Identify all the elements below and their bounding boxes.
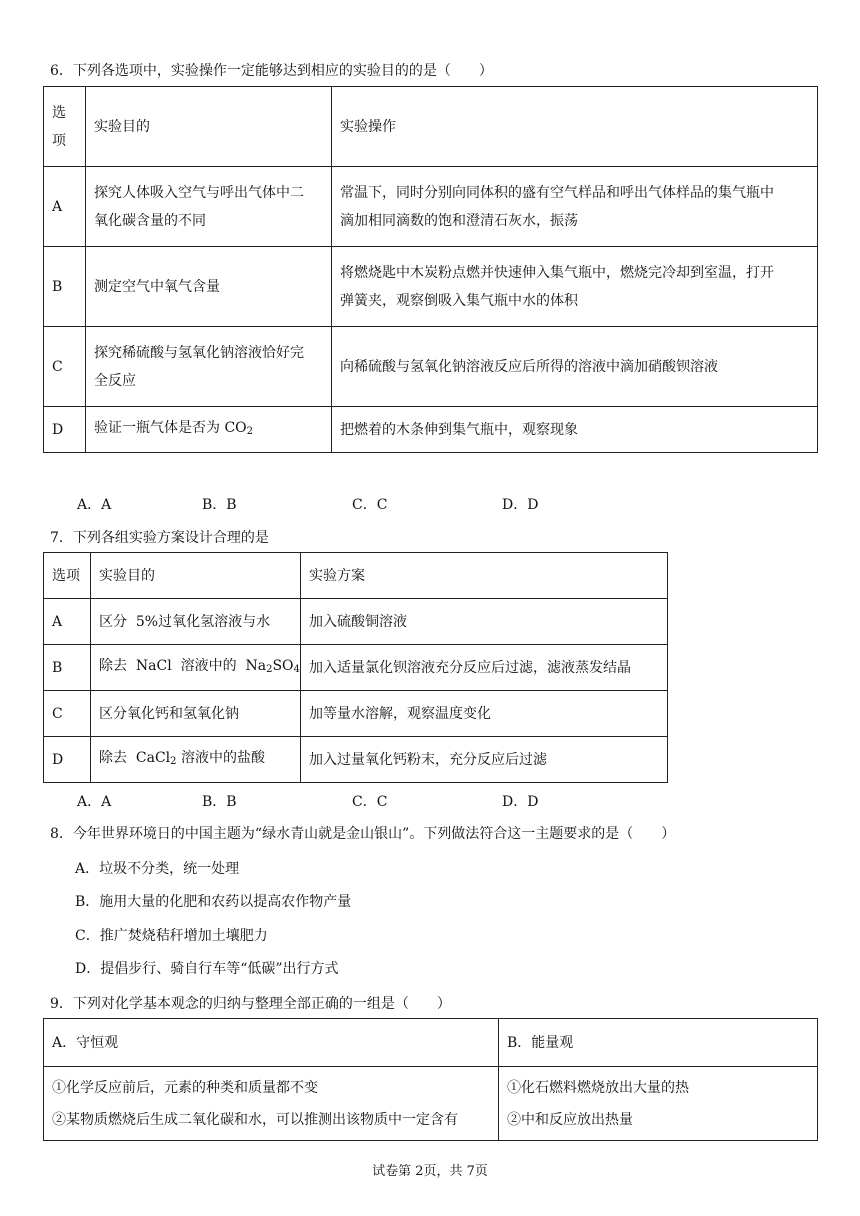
operation-line: 弹簧夹，观察倒吸入集气瓶中水的体积 [340, 292, 578, 309]
row-plan: 加入硫酸铜溶液 [301, 599, 668, 645]
table-row [44, 645, 668, 691]
goal-line: 氧化碳含量的不同 [94, 212, 206, 229]
goal-line: 全反应 [94, 372, 136, 389]
header-plan: 实验方案 [301, 553, 668, 599]
group-b-title: B．能量观 [499, 1019, 818, 1067]
row-option: D [44, 737, 91, 783]
choice-d[interactable]: D．D [502, 794, 539, 810]
question-9-stem: 9．下列对化学基本观念的归纳与整理全部正确的一组是（ ） [50, 996, 451, 1012]
goal-text: 除去 CaCl [99, 749, 171, 766]
choice-d[interactable]: D．提倡步行、骑自行车等“低碳”出行方式 [75, 961, 339, 977]
goal-text: 溶液中的盐酸 [176, 749, 265, 766]
row-operation: 向稀硫酸与氢氧化钠溶液反应后所得的溶液中滴加硝酸钡溶液 [332, 327, 818, 407]
choice-b[interactable]: B．施用大量的化肥和农药以提高农作物产量 [75, 894, 352, 910]
row-operation [332, 247, 818, 327]
row-operation [332, 167, 818, 247]
choice-d[interactable]: D．D [502, 497, 539, 513]
choice-c[interactable]: C．推广焚烧秸秆增加土壤肥力 [75, 928, 268, 944]
row-plan: 加入适量氯化钡溶液充分反应后过滤，滤液蒸发结晶 [301, 645, 668, 691]
table-row [44, 407, 818, 453]
subscript: 2 [246, 425, 254, 437]
operation-line: 常温下，同时分别向同体积的盛有空气样品和呼出气体样品的集气瓶中 [340, 184, 774, 201]
row-plan: 加等量水溶解，观察温度变化 [301, 691, 668, 737]
question-8-stem: 8．今年世界环境日的中国主题为“绿水青山就是金山银山”。下列做法符合这一主题要求的是（ ） [50, 826, 676, 842]
question-7-stem: 7．下列各组实验方案设计合理的是 [50, 530, 269, 546]
operation-line: 滴加相同滴数的饱和澄清石灰水，振荡 [340, 212, 578, 229]
choice-a[interactable]: A．A [77, 497, 112, 513]
row-option: B [44, 247, 86, 327]
goal-line: 探究人体吸入空气与呼出气体中二 [94, 184, 304, 201]
group-b-content [499, 1067, 818, 1141]
choice-c[interactable]: C．C [352, 497, 388, 513]
choice-a[interactable]: A．A [77, 794, 112, 810]
table-header-row [44, 553, 668, 599]
operation-line: 将燃烧匙中木炭粉点燃并快速伸入集气瓶中，燃烧完冷却到室温，打开 [340, 264, 774, 281]
table-row [44, 327, 818, 407]
statement-line: ②中和反应放出热量 [507, 1111, 633, 1128]
row-operation: 把燃着的木条伸到集气瓶中，观察现象 [332, 407, 818, 453]
row-option: A [44, 167, 86, 247]
row-goal: 区分氧化钙和氢氧化钠 [91, 691, 301, 737]
header-goal: 实验目的 [86, 87, 332, 167]
table-row [44, 691, 668, 737]
table-header-row [44, 87, 818, 167]
subscript: 2 [266, 663, 273, 675]
choice-c[interactable]: C．C [352, 794, 388, 810]
statement-line: ①化学反应前后，元素的种类和质量都不变 [52, 1079, 318, 1096]
table-row [44, 1067, 818, 1141]
goal-text: 除去 NaCl 溶液中的 Na [99, 657, 267, 674]
row-goal: 区分 5%过氧化氢溶液与水 [91, 599, 301, 645]
row-goal [91, 737, 301, 783]
choice-a[interactable]: A．垃圾不分类，统一处理 [75, 861, 240, 877]
row-goal [91, 645, 301, 691]
row-plan: 加入过量氧化钙粉末，充分反应后过滤 [301, 737, 668, 783]
goal-line: 探究稀硫酸与氢氧化钠溶液恰好完 [94, 344, 304, 361]
question-6-choices [77, 494, 677, 514]
question-6-stem: 6．下列各选项中，实验操作一定能够达到相应的实验目的的是（ ） [50, 63, 493, 79]
row-goal: 测定空气中氧气含量 [86, 247, 332, 327]
row-option: B [44, 645, 91, 691]
table-header-row [44, 1019, 818, 1067]
row-goal [86, 407, 332, 453]
row-option: C [44, 327, 86, 407]
header-option-line2: 项 [52, 132, 66, 149]
choice-b[interactable]: B．B [202, 794, 237, 810]
question-7-table [43, 552, 668, 783]
table-row [44, 737, 668, 783]
row-option: D [44, 407, 86, 453]
statement-line: ①化石燃料燃烧放出大量的热 [507, 1079, 689, 1096]
question-6-table [43, 86, 818, 453]
group-a-title: A．守恒观 [44, 1019, 499, 1067]
subscript: 2 [170, 755, 177, 767]
header-option [44, 87, 86, 167]
header-option-line1: 选 [52, 104, 66, 121]
row-option: A [44, 599, 91, 645]
table-row [44, 247, 818, 327]
goal-text: SO [272, 657, 294, 674]
table-row [44, 167, 818, 247]
choice-b[interactable]: B．B [202, 497, 237, 513]
row-option: C [44, 691, 91, 737]
goal-text: 验证一瓶气体是否为 CO [94, 419, 247, 436]
question-9-table [43, 1018, 818, 1141]
row-goal [86, 327, 332, 407]
group-a-content [44, 1067, 499, 1141]
row-goal [86, 167, 332, 247]
header-option: 选项 [44, 553, 91, 599]
statement-line: ②某物质燃烧后生成二氧化碳和水，可以推测出该物质中一定含有 [52, 1111, 458, 1128]
header-goal: 实验目的 [91, 553, 301, 599]
page-footer: 试卷第 2页，共 7页 [372, 1164, 488, 1179]
table-row [44, 599, 668, 645]
subscript: 4 [293, 663, 300, 675]
question-7-choices [77, 791, 677, 811]
header-operation: 实验操作 [332, 87, 818, 167]
